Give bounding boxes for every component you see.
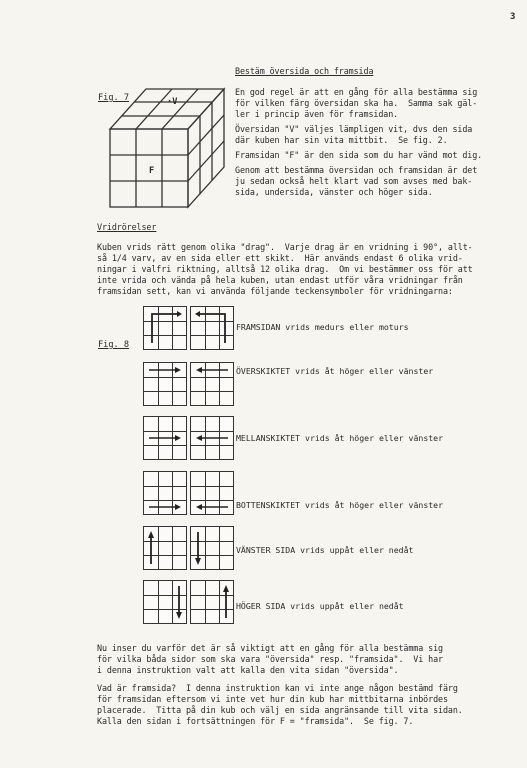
s1-p3-l1: Framsidan "F" är den sida som du har vänd mot dig. (235, 150, 483, 160)
s3-p2-l2: för framsidan eftersom vi inte vet hur din kub har mittbitarna inbördes (97, 694, 448, 704)
fig7-label: Fig. 7 (98, 93, 130, 103)
s1-p2-l1: Översidan "V" väljes lämpligen vit, dvs den sida (235, 124, 473, 134)
move-grid-right-up (190, 580, 234, 624)
s3-p1-l2: för vilka båda sidor som ska vara "översida" resp. "framsida". Vi har (97, 654, 443, 664)
move-grid-left-down (190, 526, 234, 570)
page-number: 3 (510, 12, 516, 22)
move-grid-middle-left (190, 416, 234, 460)
fig8-label: Fig. 8 (98, 340, 130, 350)
s1-p1-l3: ler i princip även för framsidan. (235, 109, 399, 119)
s2-p1-l3: ningar i valfri riktning, alltså 12 olika drag. Om vi bestämmer oss för att (97, 264, 473, 274)
move-grid-right-down (143, 580, 187, 624)
move-grid-front-cw (143, 306, 187, 350)
s1-p1-l2: för vilken färg översidan ska ha. Samma sak gäl- (235, 98, 478, 108)
move-grid-front-ccw (190, 306, 234, 350)
move-grid-left-up (143, 526, 187, 570)
move-grid-bottom-right (143, 471, 187, 515)
move-label-right: HÖGER SIDA vrids uppåt eller nedåt (236, 601, 404, 611)
s2-p1-l5: framsidan sett, kan vi använda följande teckensymboler för vridningarna: (97, 286, 453, 296)
s2-p1-l2: så 1/4 varv, av en sida eller ett skikt. Här används endast 6 olika vrid- (97, 253, 463, 263)
s2-p1-l4: inte vrida och vända på hela kuben, utan endast utför våra vridningar från (97, 275, 463, 285)
s3-p2-l3: placerade. Titta på din kub och välj en sida angränsande till vita sidan. (97, 705, 463, 715)
s3-p1-l3: i denna instruktion valt att kalla den vita sidan "översida". (97, 665, 399, 675)
move-label-bottom: BOTTENSKIKTET vrids åt höger eller vänster (236, 500, 444, 510)
move-grid-top-right (143, 362, 187, 406)
cube-top-label: ·V (167, 97, 178, 107)
move-label-front: FRAMSIDAN vrids medurs eller moturs (236, 322, 409, 332)
s1-p2-l2: där kuben har sin vita mittbit. Se fig. 2. (235, 135, 448, 145)
s1-p4-l3: sida, undersida, vänster och höger sida. (235, 187, 433, 197)
section1-text (235, 87, 482, 198)
move-label-left: VÄNSTER SIDA vrids uppåt eller nedåt (236, 545, 414, 555)
s1-p4-l2: ju sedan också helt klart vad som avses med bak- (235, 176, 473, 186)
s3-p2-l4: Kalla den sidan i fortsättningen för F = "framsida". Se fig. 7. (97, 716, 414, 726)
section2-heading: Vridrörelser (97, 222, 157, 232)
move-label-top: ÖVERSKIKTET vrids åt höger eller vänster (236, 366, 434, 376)
cube-front-label: F (149, 166, 155, 176)
move-grid-bottom-left (190, 471, 234, 515)
section3-text (97, 643, 463, 727)
s3-p2-l1: Vad är framsida? I denna instruktion kan vi inte ange någon bestämd färg (97, 683, 458, 693)
move-grid-top-left (190, 362, 234, 406)
move-label-middle: MELLANSKIKTET vrids åt höger eller vänster (236, 433, 444, 443)
section2-text (97, 242, 473, 297)
move-grid-middle-right (143, 416, 187, 460)
s2-p1-l1: Kuben vrids rätt genom olika "drag". Varje drag är en vridning i 90°, allt- (97, 242, 473, 252)
s3-p1-l1: Nu inser du varför det är så viktigt att en gång för alla bestämma sig (97, 643, 443, 653)
s1-p1-l1: En god regel är att en gång för alla bestämma sig (235, 87, 478, 97)
s1-p4-l1: Genom att bestämma översidan och framsidan är det (235, 165, 478, 175)
section1-heading: Bestäm översida och framsida (235, 66, 374, 76)
